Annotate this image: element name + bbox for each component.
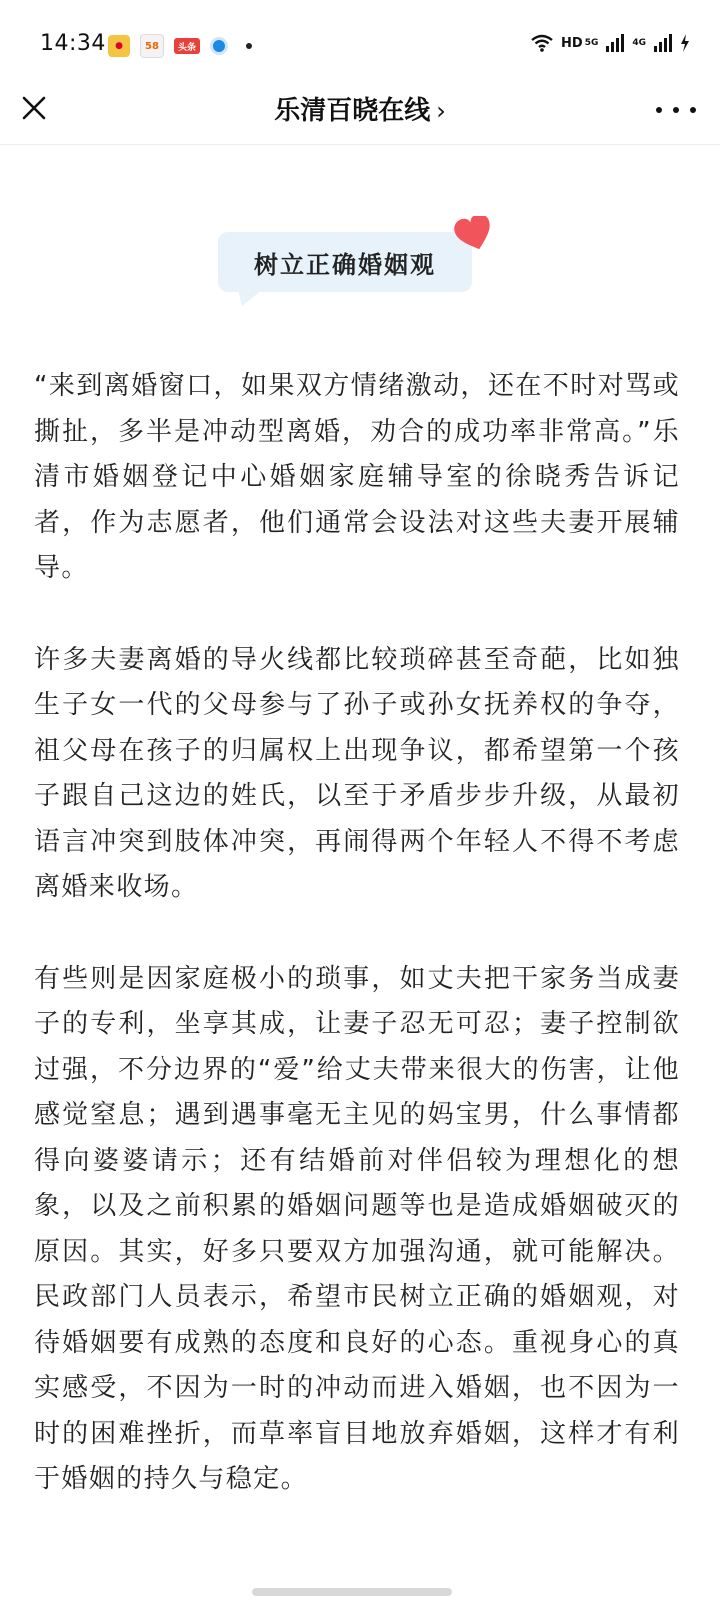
more-notifications-dot-icon [246,43,252,49]
notification-icons [108,34,252,58]
app-58-icon: 58 [140,34,164,58]
browser-icon [210,37,228,55]
account-title[interactable] [0,90,720,127]
status-time: 14:34 [40,31,106,56]
wifi-icon [531,34,553,52]
more-options-button[interactable] [656,96,696,124]
top-navigation-bar [0,88,720,145]
more-dots-icon [690,107,696,113]
heart-icon [454,216,494,252]
signal-5g-icon [606,34,624,52]
scroll-indicator [252,1588,452,1596]
status-indicators [531,34,690,52]
article-paragraph: “来到离婚窗口，如果双方情绪激动，还在不时对骂或撕扯，多半是冲动型离婚，劝合的成功率非常高。”乐清市婚姻登记中心婚姻家庭辅导室的徐晓秀告诉记者，作为志愿者，他们通常会设法对这些夫妻开展辅导。 [34,371,680,583]
more-dots-icon [656,107,662,113]
account-name: 乐清百晓在线 [274,96,431,126]
toutiao-icon: 头条 [174,38,200,54]
article-paragraph: 许多夫妻离婚的导火线都比较琐碎甚至奇葩，比如独生子女一代的父母参与了孙子或孙女抚养权的争夺，祖父母在孩子的归属权上出现争议，都希望第一个孩子跟自己这边的姓氏，以至于矛盾步步升级，从最初语言冲突到肢体冲突，再闹得两个年轻人不得不考虑离婚来收场。 [34,644,680,902]
charging-battery-icon [680,34,690,52]
more-dots-icon [673,107,679,113]
weibo-icon: ● [108,35,130,57]
hd-label: HD [561,35,583,51]
chevron-right-icon: › [436,97,446,125]
article-paragraph: 有些则是因家庭极小的琐事，如丈夫把干家务当成妻子的专利，坐享其成，让妻子忍无可忍；妻子控制欲过强，不分边界的“爱”给丈夫带来很大的伤害，让他感觉窒息；遇到遇事毫无主见的妈宝男，什么事情都得向婆婆请示；还有结婚前对伴侣较为理想化的想象，以及之前积累的婚姻问题等也是造成婚姻破灭的原因。其实，好多只要双方加强沟通，就可能解决。民政部门人员表示，希望市民树立正确的婚姻观，对待婚姻要有成熟的态度和良好的心态。重视身心的真实感受，不因为一时的冲动而进入婚姻，也不因为一时的困难挫折，而草率盲目地放弃婚姻，这样才有利于婚姻的持久与稳定。 [34,963,680,1494]
signal-4g-icon [654,34,672,52]
section-heading-bubble [218,216,493,308]
bubble-tail-icon [238,290,262,306]
network-5g-label: 5G [584,38,599,48]
article-body [34,364,680,1549]
network-4g-label: 4G [632,38,646,48]
status-bar [0,0,720,88]
section-heading: 树立正确婚姻观 [218,232,472,292]
